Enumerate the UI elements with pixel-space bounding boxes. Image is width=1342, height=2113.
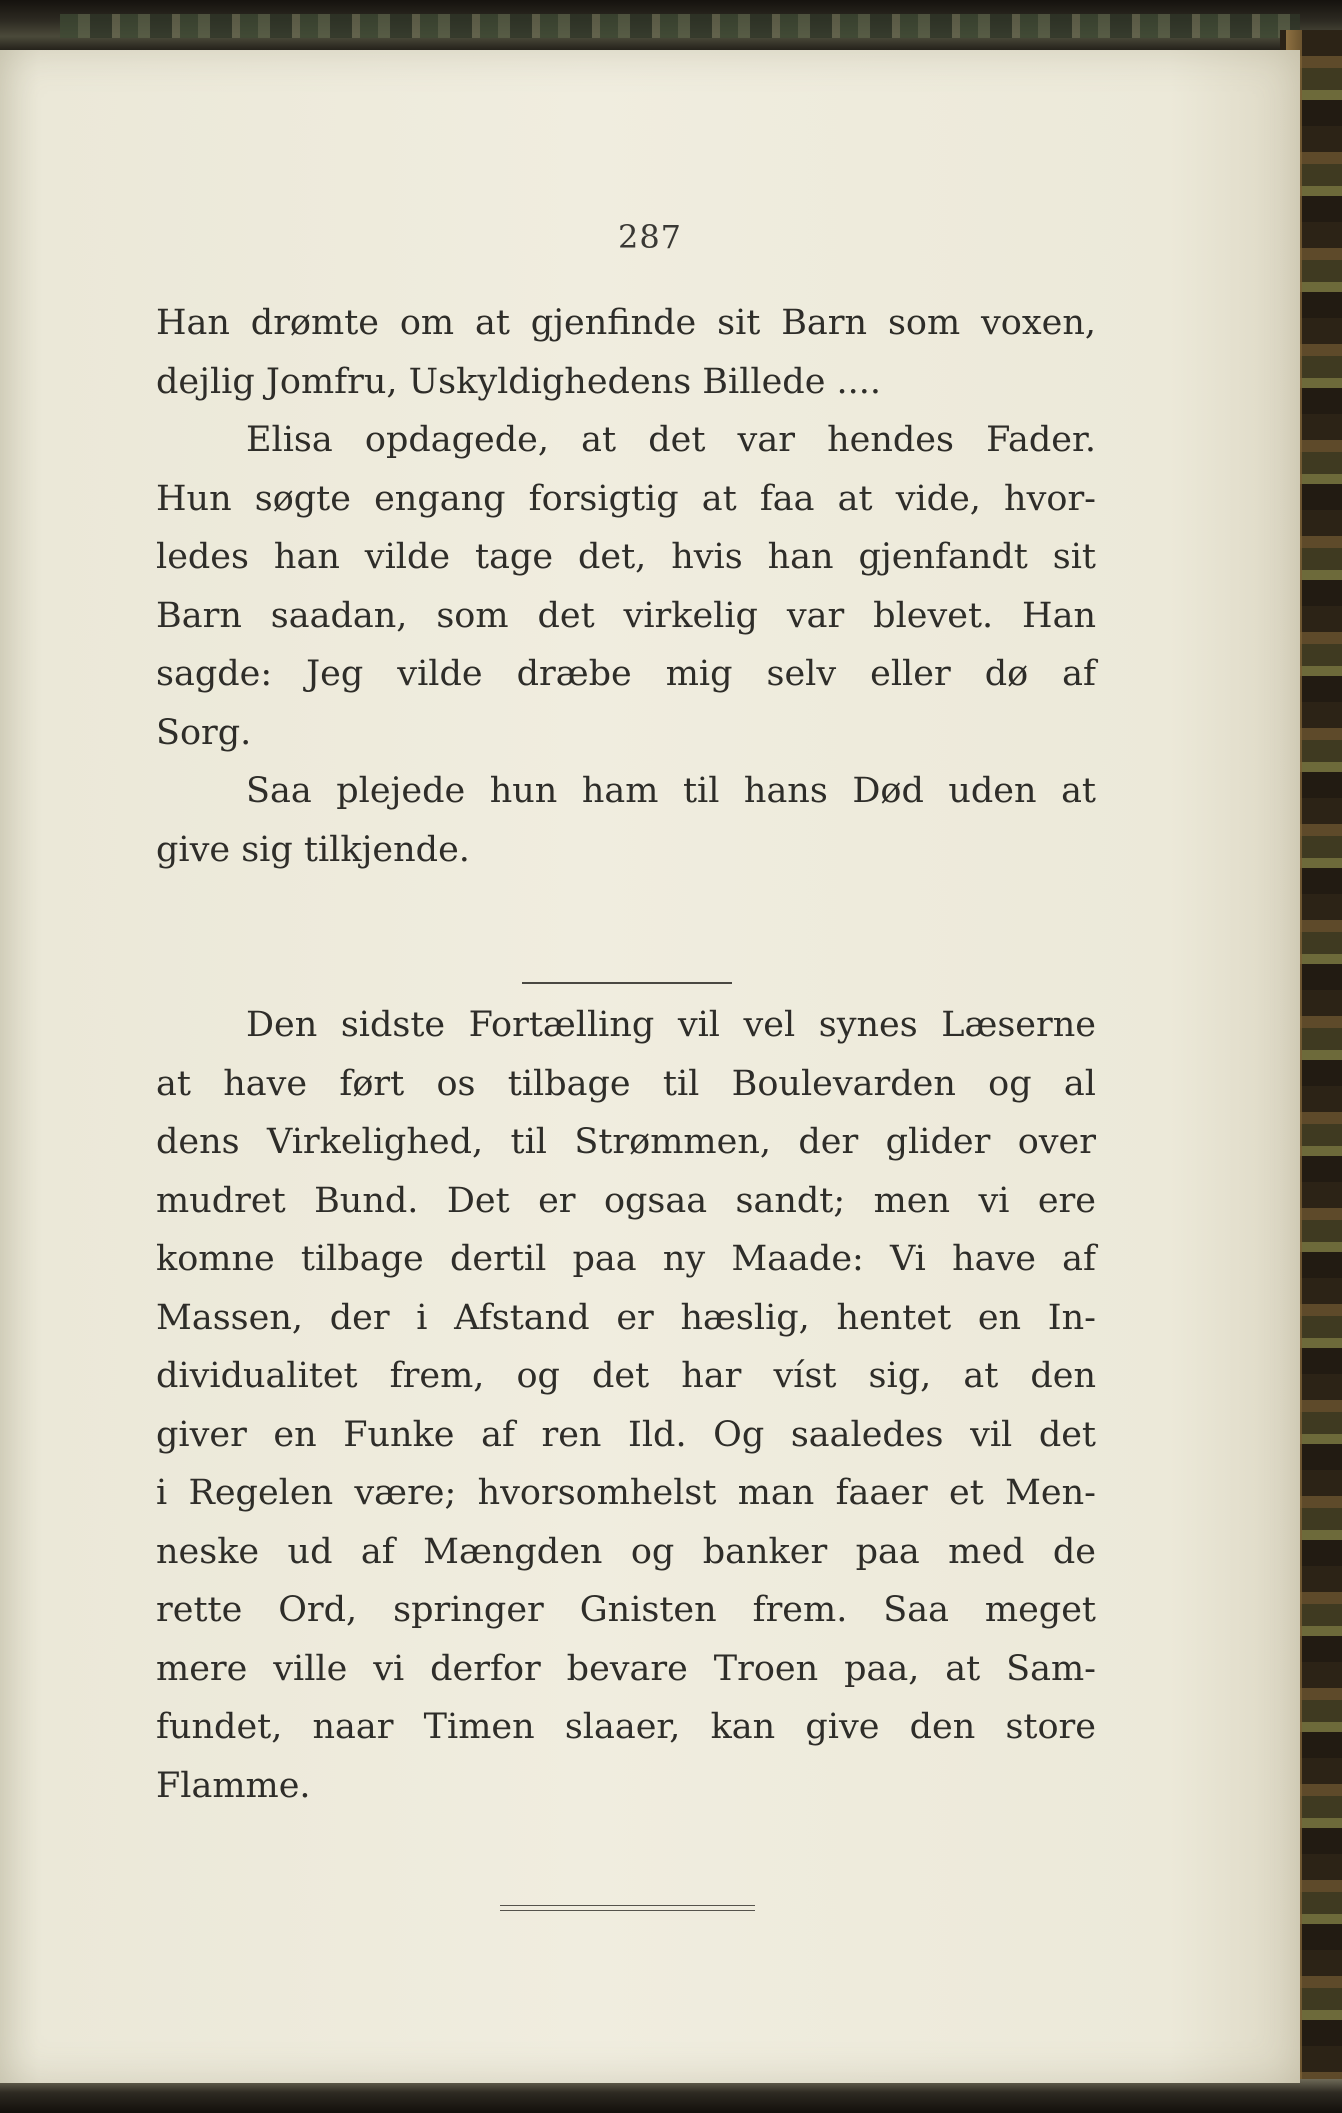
text-line: komne tilbage dertil paa ny Maade: Vi have af [156,1239,1096,1279]
page-number: 287 [617,218,683,256]
section-divider [522,982,732,984]
text-line: dens Virkelighed, til Strømmen, der glider over [156,1122,1096,1162]
text-line: at have ført os tilbage til Boulevarden og al [156,1063,1096,1104]
text-line: Elisa opdagede, at det var hendes Fader. [246,420,1096,460]
book-bottom-edge [0,2079,1342,2113]
paragraph-1 [156,294,1096,411]
text-line: fundet, naar Timen slaaer, kan give den store [156,1707,1096,1747]
text-line: sagde: Jeg vilde dræbe mig selv eller dø af [156,654,1096,694]
text-line: neske ud af Mængden og banker paa med de [156,1531,1096,1572]
text-line: mudret Bund. Det er ogsaa sandt; men vi ere [156,1180,1096,1221]
text-line: i Regelen være; hvorsomhelst man faaer et Men- [156,1473,1096,1513]
text-line: Hun søgte engang forsigtig at faa at vide, hvor- [156,478,1096,519]
paragraph-2 [156,411,1096,762]
text-line: ledes han vilde tage det, hvis han gjenfandt sit [156,537,1096,577]
book-page [0,50,1300,2083]
text-line: Sorg. [156,712,252,753]
text-line: Barn saadan, som det virkelig var blevet. Han [156,595,1096,636]
text-line: Saa plejede hun ham til hans Død uden at [246,771,1096,811]
text-line: dividualitet frem, og det har víst sig, at den [156,1356,1096,1396]
book-top-edge [0,0,1342,52]
text-line: Han drømte om at gjenfinde sit Barn som voxen, [156,303,1096,343]
paragraph-3 [156,762,1096,879]
body-text [156,294,1096,1815]
text-line: Flamme. [156,1765,311,1806]
text-line: giver en Funke af ren Ild. Og saaledes vil det [156,1414,1096,1455]
text-line: give sig tilkjende. [156,829,470,870]
text-line: dejlig Jomfru, Uskyldighedens Billede .... [156,361,882,402]
text-line: mere ville vi derfor bevare Troen paa, at Sam- [156,1648,1096,1689]
paragraph-4 [156,996,1096,1815]
text-line: Massen, der i Afstand er hæslig, hentet en In- [156,1297,1096,1338]
text-line: rette Ord, springer Gnisten frem. Saa meget [156,1590,1096,1630]
end-rule [500,1905,755,1911]
top-binding-pattern [60,14,1300,38]
text-line: Den sidste Fortælling vil vel synes Læserne [246,1005,1096,1045]
